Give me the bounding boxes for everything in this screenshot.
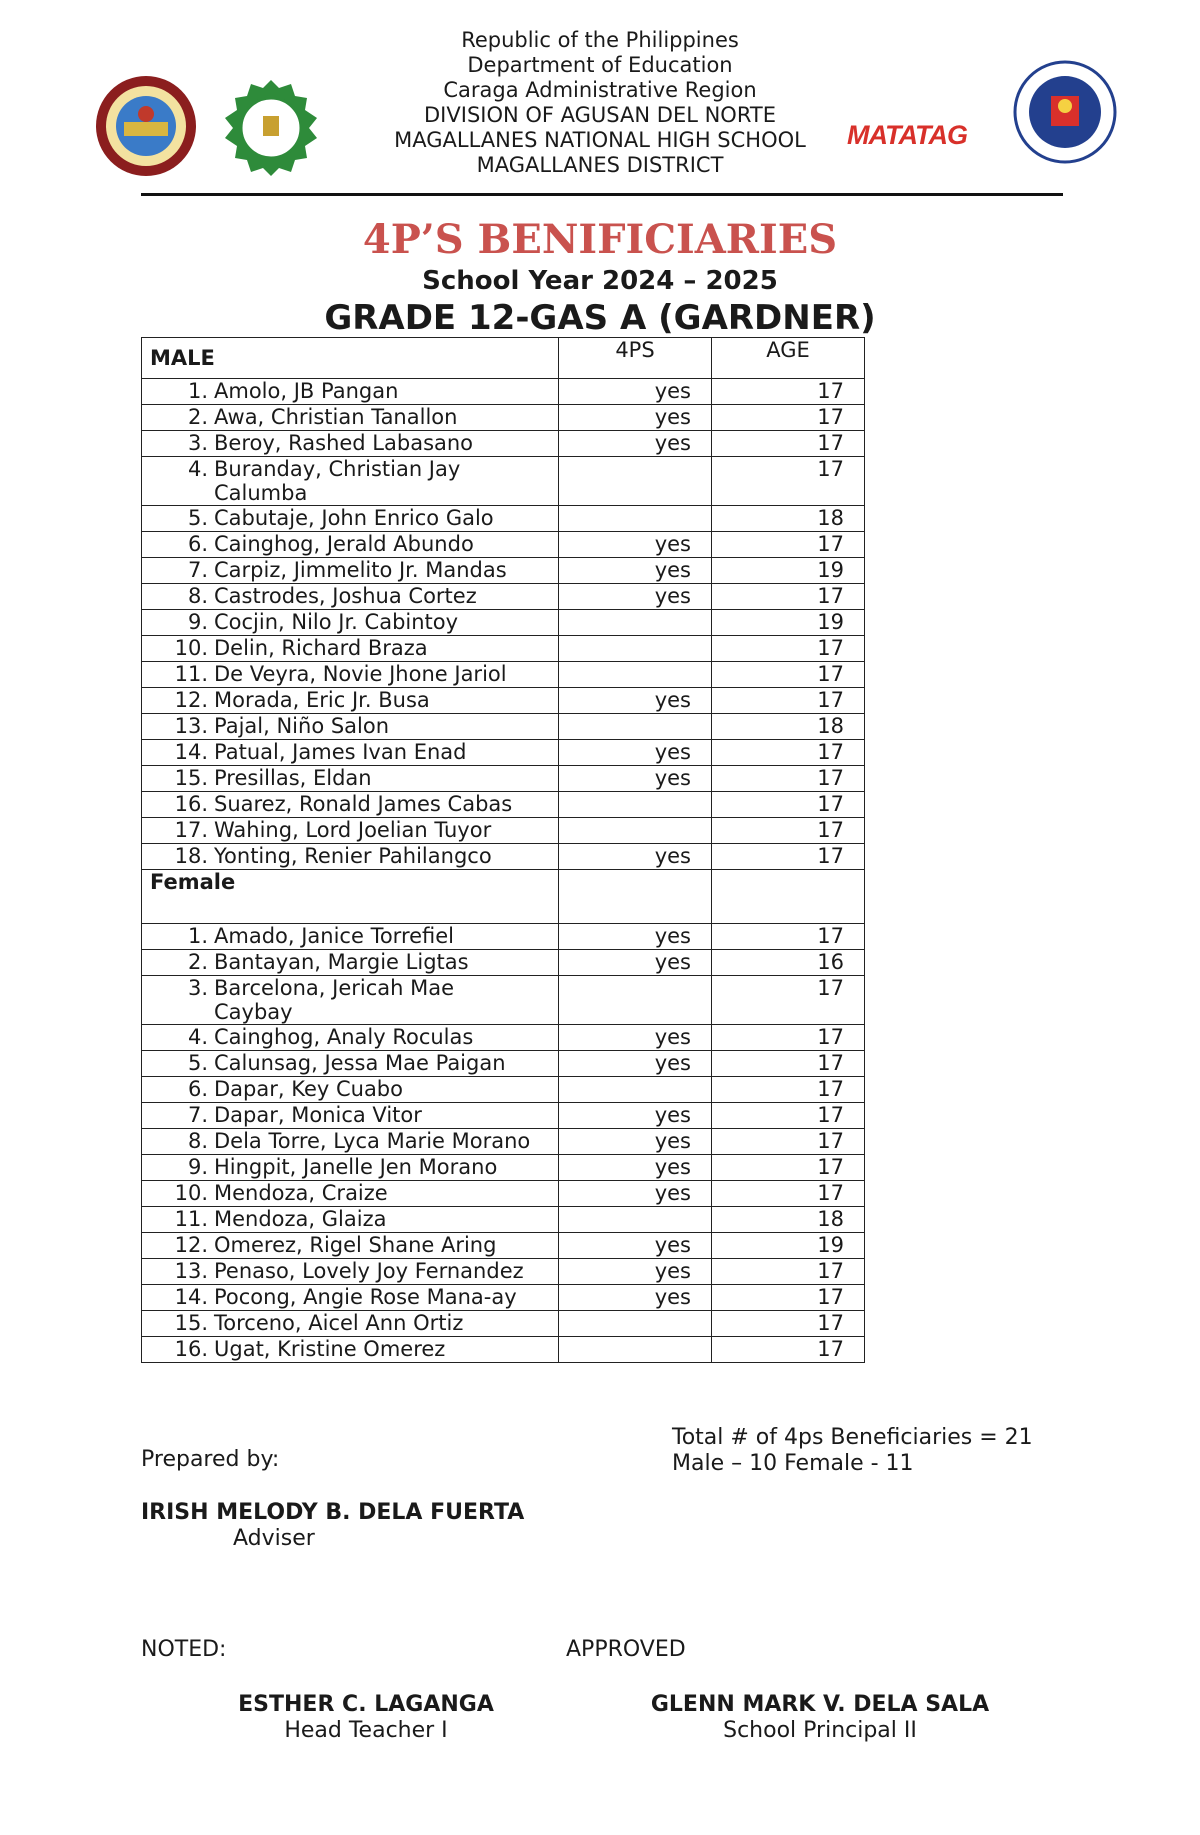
row-number: 12. bbox=[174, 1233, 208, 1257]
grade-section: GRADE 12-GAS A (GARDNER) bbox=[324, 298, 876, 338]
student-cell bbox=[142, 1129, 559, 1155]
four-ps-cell: yes bbox=[559, 558, 712, 584]
student-cell bbox=[142, 1233, 559, 1259]
student-name: Suarez, Ronald James Cabas bbox=[214, 792, 513, 816]
student-cell bbox=[142, 610, 559, 636]
table-row bbox=[142, 766, 865, 792]
row-number: 10. bbox=[174, 1181, 208, 1205]
student-name: Buranday, Christian Jay Calumba bbox=[214, 457, 461, 505]
student-name: Cainghog, Analy Roculas bbox=[214, 1025, 474, 1049]
age-cell: 17 bbox=[712, 1259, 865, 1285]
four-ps-cell: yes bbox=[559, 1103, 712, 1129]
table-row bbox=[142, 688, 865, 714]
student-name: Presillas, Eldan bbox=[214, 766, 372, 790]
age-cell: 17 bbox=[712, 1129, 865, 1155]
table-row bbox=[142, 1259, 865, 1285]
student-name: Bantayan, Margie Ligtas bbox=[214, 950, 469, 974]
student-cell bbox=[142, 950, 559, 976]
student-name: Dela Torre, Lyca Marie Morano bbox=[214, 1129, 531, 1153]
age-cell: 17 bbox=[712, 379, 865, 405]
age-cell: 17 bbox=[712, 662, 865, 688]
letterhead bbox=[0, 28, 1200, 178]
four-ps-cell: yes bbox=[559, 379, 712, 405]
student-name: Hingpit, Janelle Jen Morano bbox=[214, 1155, 498, 1179]
student-cell bbox=[142, 714, 559, 740]
table-row bbox=[142, 457, 865, 506]
student-name: Awa, Christian Tanallon bbox=[214, 405, 458, 429]
row-number: 4. bbox=[187, 1025, 208, 1049]
student-name: Ugat, Kristine Omerez bbox=[214, 1337, 446, 1361]
age-cell: 17 bbox=[712, 431, 865, 457]
age-cell: 17 bbox=[712, 976, 865, 1025]
student-cell bbox=[142, 1285, 559, 1311]
age-cell: 17 bbox=[712, 1181, 865, 1207]
age-cell: 17 bbox=[712, 457, 865, 506]
approved-signatory-name: GLENN MARK V. DELA SALA bbox=[650, 1692, 990, 1717]
student-cell bbox=[142, 532, 559, 558]
four-ps-cell: yes bbox=[559, 950, 712, 976]
table-row bbox=[142, 924, 865, 950]
noted-signatory-title: Head Teacher I bbox=[284, 1718, 448, 1743]
table-row bbox=[142, 1285, 865, 1311]
four-ps-cell: yes bbox=[559, 405, 712, 431]
table-row bbox=[142, 584, 865, 610]
student-cell bbox=[142, 1259, 559, 1285]
four-ps-cell bbox=[559, 1077, 712, 1103]
row-number: 17. bbox=[174, 818, 208, 842]
table-row bbox=[142, 379, 865, 405]
row-number: 15. bbox=[174, 766, 208, 790]
student-cell bbox=[142, 379, 559, 405]
row-number: 18. bbox=[174, 844, 208, 868]
four-ps-cell: yes bbox=[559, 1259, 712, 1285]
header-line-republic: Republic of the Philippines bbox=[461, 28, 739, 52]
table-row bbox=[142, 792, 865, 818]
student-cell bbox=[142, 506, 559, 532]
table-row bbox=[142, 506, 865, 532]
four-ps-cell: yes bbox=[559, 431, 712, 457]
student-cell bbox=[142, 1311, 559, 1337]
table-row bbox=[142, 1181, 865, 1207]
table-row bbox=[142, 405, 865, 431]
age-cell: 19 bbox=[712, 610, 865, 636]
header-divider bbox=[141, 193, 1063, 196]
school-year: School Year 2024 – 2025 bbox=[422, 266, 778, 296]
four-ps-cell bbox=[559, 1337, 712, 1363]
student-cell bbox=[142, 976, 559, 1025]
age-cell: 17 bbox=[712, 1051, 865, 1077]
age-cell: 18 bbox=[712, 506, 865, 532]
table-row bbox=[142, 1207, 865, 1233]
age-cell: 18 bbox=[712, 714, 865, 740]
student-name: Barcelona, Jericah Mae Caybay bbox=[214, 976, 455, 1024]
beneficiaries-table bbox=[141, 337, 865, 1363]
age-cell: 17 bbox=[712, 766, 865, 792]
row-number: 8. bbox=[187, 1129, 208, 1153]
four-ps-cell: yes bbox=[559, 1025, 712, 1051]
col-header-male: MALE bbox=[142, 338, 559, 379]
student-name: De Veyra, Novie Jhone Jariol bbox=[214, 662, 507, 686]
table-row bbox=[142, 1103, 865, 1129]
row-number: 7. bbox=[187, 1103, 208, 1127]
row-number: 13. bbox=[174, 1259, 208, 1283]
age-cell: 17 bbox=[712, 584, 865, 610]
table-row bbox=[142, 532, 865, 558]
four-ps-cell: yes bbox=[559, 924, 712, 950]
student-cell bbox=[142, 818, 559, 844]
adviser-name: IRISH MELODY B. DELA FUERTA bbox=[141, 1500, 525, 1525]
table-row bbox=[142, 1233, 865, 1259]
student-cell bbox=[142, 924, 559, 950]
row-number: 12. bbox=[174, 688, 208, 712]
age-cell: 17 bbox=[712, 740, 865, 766]
approved-label: APPROVED bbox=[566, 1637, 686, 1662]
age-cell: 17 bbox=[712, 792, 865, 818]
four-ps-cell: yes bbox=[559, 740, 712, 766]
four-ps-cell: yes bbox=[559, 1233, 712, 1259]
age-cell: 17 bbox=[712, 1337, 865, 1363]
student-name: Castrodes, Joshua Cortez bbox=[214, 584, 477, 608]
student-name: Morada, Eric Jr. Busa bbox=[214, 688, 430, 712]
student-cell bbox=[142, 1025, 559, 1051]
student-name: Yonting, Renier Pahilangco bbox=[214, 844, 492, 868]
table-row bbox=[142, 844, 865, 870]
row-number: 2. bbox=[187, 405, 208, 429]
col-header-4ps: 4PS bbox=[559, 338, 712, 379]
row-number: 6. bbox=[187, 1077, 208, 1101]
row-number: 1. bbox=[187, 379, 208, 403]
row-number: 9. bbox=[187, 1155, 208, 1179]
row-number: 5. bbox=[187, 506, 208, 530]
student-name: Omerez, Rigel Shane Aring bbox=[214, 1233, 497, 1257]
four-ps-cell bbox=[559, 792, 712, 818]
student-cell bbox=[142, 740, 559, 766]
student-cell bbox=[142, 766, 559, 792]
student-cell bbox=[142, 431, 559, 457]
age-cell: 17 bbox=[712, 1103, 865, 1129]
age-cell: 17 bbox=[712, 1155, 865, 1181]
adviser-title: Adviser bbox=[233, 1526, 315, 1551]
student-name: Cainghog, Jerald Abundo bbox=[214, 532, 474, 556]
row-number: 11. bbox=[174, 1207, 208, 1231]
student-name: Beroy, Rashed Labasano bbox=[214, 431, 474, 455]
table-row bbox=[142, 662, 865, 688]
student-name: Carpiz, Jimmelito Jr. Mandas bbox=[214, 558, 507, 582]
four-ps-cell bbox=[559, 1311, 712, 1337]
student-name: Amolo, JB Pangan bbox=[214, 379, 399, 403]
table-row bbox=[142, 1051, 865, 1077]
female-section-row bbox=[142, 870, 865, 924]
student-cell bbox=[142, 1207, 559, 1233]
age-cell: 17 bbox=[712, 818, 865, 844]
noted-label: NOTED: bbox=[141, 1637, 227, 1662]
female-section-label: Female bbox=[142, 870, 559, 924]
student-cell bbox=[142, 405, 559, 431]
student-cell bbox=[142, 1181, 559, 1207]
student-name: Cocjin, Nilo Jr. Cabintoy bbox=[214, 610, 459, 634]
table-row bbox=[142, 431, 865, 457]
row-number: 8. bbox=[187, 584, 208, 608]
age-cell: 17 bbox=[712, 1285, 865, 1311]
table-row bbox=[142, 1077, 865, 1103]
table-row bbox=[142, 610, 865, 636]
row-number: 16. bbox=[174, 1337, 208, 1361]
four-ps-cell: yes bbox=[559, 1051, 712, 1077]
age-cell: 17 bbox=[712, 1025, 865, 1051]
header-line-district: MAGALLANES DISTRICT bbox=[476, 153, 724, 177]
table-row bbox=[142, 558, 865, 584]
student-name: Dapar, Monica Vitor bbox=[214, 1103, 422, 1127]
student-name: Amado, Janice Torrefiel bbox=[214, 924, 455, 948]
age-cell: 18 bbox=[712, 1207, 865, 1233]
table-row bbox=[142, 714, 865, 740]
student-cell bbox=[142, 688, 559, 714]
student-name: Patual, James Ivan Enad bbox=[214, 740, 467, 764]
student-cell bbox=[142, 457, 559, 506]
row-number: 13. bbox=[174, 714, 208, 738]
row-number: 11. bbox=[174, 662, 208, 686]
student-name: Calunsag, Jessa Mae Paigan bbox=[214, 1051, 506, 1075]
row-number: 3. bbox=[187, 976, 208, 1000]
four-ps-cell: yes bbox=[559, 1285, 712, 1311]
col-header-age: AGE bbox=[712, 338, 865, 379]
four-ps-cell bbox=[559, 636, 712, 662]
four-ps-cell bbox=[559, 506, 712, 532]
noted-signatory-name: ESTHER C. LAGANGA bbox=[238, 1692, 494, 1717]
age-cell: 19 bbox=[712, 1233, 865, 1259]
four-ps-cell: yes bbox=[559, 766, 712, 792]
student-cell bbox=[142, 1103, 559, 1129]
student-cell bbox=[142, 1051, 559, 1077]
four-ps-cell: yes bbox=[559, 1155, 712, 1181]
four-ps-cell bbox=[559, 870, 712, 924]
row-number: 14. bbox=[174, 1285, 208, 1309]
table-row bbox=[142, 1129, 865, 1155]
prepared-by-label: Prepared by: bbox=[141, 1447, 280, 1472]
row-number: 7. bbox=[187, 558, 208, 582]
student-name: Mendoza, Craize bbox=[214, 1181, 388, 1205]
table-header-row bbox=[142, 338, 865, 379]
four-ps-cell bbox=[559, 976, 712, 1025]
age-cell: 16 bbox=[712, 950, 865, 976]
four-ps-cell bbox=[559, 1207, 712, 1233]
age-cell: 17 bbox=[712, 636, 865, 662]
row-number: 2. bbox=[187, 950, 208, 974]
age-cell: 17 bbox=[712, 844, 865, 870]
age-cell: 19 bbox=[712, 558, 865, 584]
student-cell bbox=[142, 792, 559, 818]
age-cell: 17 bbox=[712, 1077, 865, 1103]
four-ps-cell: yes bbox=[559, 584, 712, 610]
row-number: 5. bbox=[187, 1051, 208, 1075]
student-cell bbox=[142, 584, 559, 610]
table-row bbox=[142, 740, 865, 766]
table-row bbox=[142, 1337, 865, 1363]
header-line-division: DIVISION OF AGUSAN DEL NORTE bbox=[424, 103, 776, 127]
table-row bbox=[142, 950, 865, 976]
student-cell bbox=[142, 844, 559, 870]
age-cell: 17 bbox=[712, 1311, 865, 1337]
age-cell: 17 bbox=[712, 924, 865, 950]
student-cell bbox=[142, 662, 559, 688]
gender-breakdown: Male – 10 Female - 11 bbox=[672, 1451, 914, 1476]
age-cell: 17 bbox=[712, 405, 865, 431]
row-number: 16. bbox=[174, 792, 208, 816]
row-number: 9. bbox=[187, 610, 208, 634]
row-number: 1. bbox=[187, 924, 208, 948]
four-ps-cell bbox=[559, 610, 712, 636]
table-row bbox=[142, 976, 865, 1025]
student-name: Pajal, Niño Salon bbox=[214, 714, 390, 738]
four-ps-cell: yes bbox=[559, 1129, 712, 1155]
four-ps-cell bbox=[559, 818, 712, 844]
table-row bbox=[142, 818, 865, 844]
age-cell bbox=[712, 870, 865, 924]
four-ps-cell bbox=[559, 457, 712, 506]
student-name: Cabutaje, John Enrico Galo bbox=[214, 506, 494, 530]
four-ps-cell: yes bbox=[559, 844, 712, 870]
four-ps-cell: yes bbox=[559, 532, 712, 558]
row-number: 14. bbox=[174, 740, 208, 764]
four-ps-cell bbox=[559, 662, 712, 688]
student-cell bbox=[142, 1155, 559, 1181]
header-line-deped: Department of Education bbox=[467, 53, 733, 77]
student-name: Dapar, Key Cuabo bbox=[214, 1077, 403, 1101]
age-cell: 17 bbox=[712, 688, 865, 714]
row-number: 3. bbox=[187, 431, 208, 455]
row-number: 10. bbox=[174, 636, 208, 660]
header-line-school: MAGALLANES NATIONAL HIGH SCHOOL bbox=[394, 128, 806, 152]
student-name: Torceno, Aicel Ann Ortiz bbox=[214, 1311, 464, 1335]
approved-signatory-title: School Principal II bbox=[723, 1718, 917, 1743]
table-row bbox=[142, 636, 865, 662]
student-cell bbox=[142, 1077, 559, 1103]
student-name: Wahing, Lord Joelian Tuyor bbox=[214, 818, 492, 842]
table-row bbox=[142, 1025, 865, 1051]
matatag-text: MATATAG bbox=[847, 120, 967, 150]
row-number: 6. bbox=[187, 532, 208, 556]
student-name: Delin, Richard Braza bbox=[214, 636, 428, 660]
total-beneficiaries: Total # of 4ps Beneficiaries = 21 bbox=[672, 1425, 1033, 1450]
student-cell bbox=[142, 558, 559, 584]
four-ps-cell: yes bbox=[559, 1181, 712, 1207]
four-ps-cell: yes bbox=[559, 688, 712, 714]
student-name: Pocong, Angie Rose Mana-ay bbox=[214, 1285, 517, 1309]
document-title: 4P’S BENIFICIARIES bbox=[362, 216, 838, 263]
header-line-region: Caraga Administrative Region bbox=[443, 78, 757, 102]
table-row bbox=[142, 1311, 865, 1337]
row-number: 15. bbox=[174, 1311, 208, 1335]
student-cell bbox=[142, 1337, 559, 1363]
table-row bbox=[142, 1155, 865, 1181]
four-ps-cell bbox=[559, 714, 712, 740]
age-cell: 17 bbox=[712, 532, 865, 558]
student-name: Penaso, Lovely Joy Fernandez bbox=[214, 1259, 524, 1283]
student-cell bbox=[142, 636, 559, 662]
row-number: 4. bbox=[187, 457, 208, 481]
student-name: Mendoza, Glaiza bbox=[214, 1207, 387, 1231]
